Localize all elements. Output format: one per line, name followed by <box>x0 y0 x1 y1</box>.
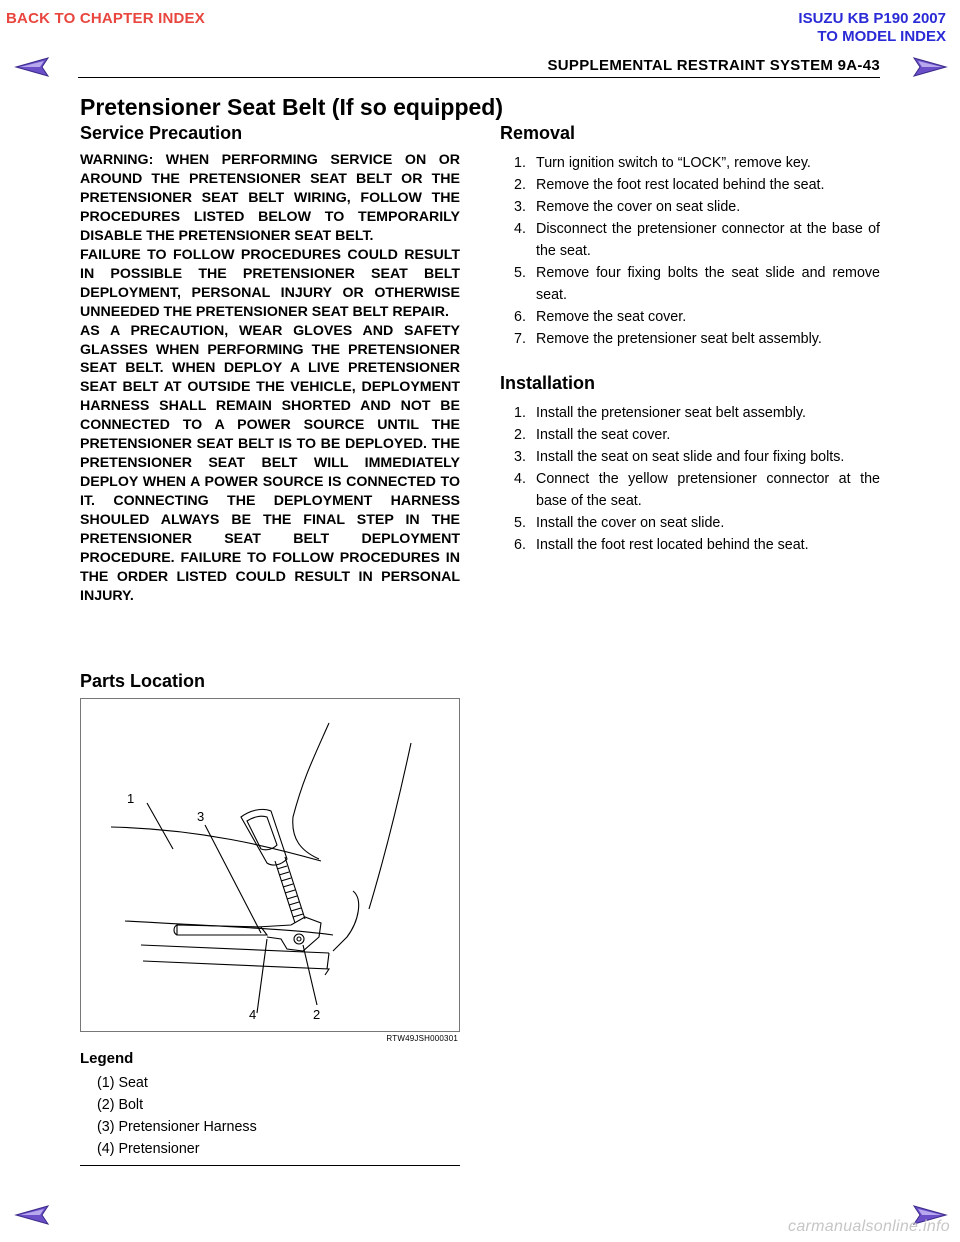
removal-steps <box>500 152 880 350</box>
warning-paragraph: WARNING: WHEN PERFORMING SERVICE ON OR AROUND THE PRETENSIONER SEAT BELT OR THE PRETENSIONER SEAT BELT WIRING, FOLLOW THE PROCEDURES LISTED BELOW TO TEMPORARILY DISABLE THE PRETENSIONER SEAT BELT. <box>80 152 460 244</box>
legend-list <box>97 1072 257 1160</box>
warning-block <box>80 151 460 606</box>
warning-paragraph: FAILURE TO FOLLOW PROCEDURES COULD RESULT IN POSSIBLE THE PRETENSIONER SEAT BELT DEPLOYMENT, PERSONAL INJURY OR OTHERWISE UNNEEDED THE PRETENSIONER SEAT BELT REPAIR. <box>80 246 460 320</box>
legend-item: (4) Pretensioner <box>97 1141 200 1157</box>
figure-code: RTW49JSH000301 <box>386 1034 458 1043</box>
installation-heading: Installation <box>500 373 596 393</box>
removal-step: 7. Remove the pretensioner seat belt assembly. <box>514 331 822 347</box>
next-page-arrow-icon[interactable] <box>912 56 948 78</box>
legend-item: (2) Bolt <box>97 1097 144 1113</box>
header-divider <box>78 77 880 78</box>
back-to-chapter-index-link[interactable]: BACK TO CHAPTER INDEX <box>6 10 205 27</box>
seat-back-line <box>293 723 329 859</box>
warning-paragraph: AS A PRECAUTION, WEAR GLOVES AND SAFETY GLASSES WHEN PERFORMING THE PRETENSIONER SEAT BELT. WHEN DEPLOY A LIVE PRETENSIONER SEAT BELT AT OUTSIDE THE VEHICLE, DEPLOYMENT HARNESS SHALL REMAIN SHORTED AND NOT BE CONNECTED TO A POWER SOURCE UNTIL THE PRETENSIONER SEAT BELT IS TO BE DEPLOYED. THE PRETENSIONER SEAT BELT WILL IMMEDIATELY DEPLOY WHEN A POWER SOURCE IS CONNECTED TO IT. CONNECTING THE DEPLOYMENT HARNESS SHOULED ALWAYS BE THE FINAL STEP IN THE PRETENSIONER SEAT BELT DEPLOYMENT PROCEDURE. FAILURE TO FOLLOW PROCEDURES IN THE ORDER LISTED COULD RESULT IN PERSONAL INJURY. <box>80 322 460 604</box>
removal-step: 5. Remove four fixing bolts the seat slide and remove seat. <box>514 265 880 303</box>
service-precaution-heading: Service Precaution <box>80 123 243 143</box>
left-column <box>80 122 460 1157</box>
installation-step: 5. Install the cover on seat slide. <box>514 515 725 531</box>
legend-title: Legend <box>80 1050 134 1067</box>
pretensioner-harness <box>275 857 305 923</box>
pretensioner-body <box>177 925 267 935</box>
right-column <box>500 122 880 556</box>
section-header: SUPPLEMENTAL RESTRAINT SYSTEM 9A-43 <box>547 57 880 74</box>
removal-step: 2. Remove the foot rest located behind the seat. <box>514 177 825 193</box>
removal-step: 6. Remove the seat cover. <box>514 309 687 325</box>
installation-step: 3. Install the seat on seat slide and four fixing bolts. <box>514 449 845 465</box>
footer-watermark: carmanualsonline.info <box>788 1218 950 1235</box>
seat-side-line <box>333 891 359 951</box>
removal-heading: Removal <box>500 123 576 143</box>
to-model-index-link[interactable]: TO MODEL INDEX <box>817 28 946 45</box>
buckle-body <box>241 809 287 865</box>
page-title: Pretensioner Seat Belt (If so equipped) <box>80 94 504 120</box>
prev-page-arrow-bottom-icon[interactable] <box>14 1204 50 1226</box>
legend-divider <box>80 1165 460 1166</box>
installation-step: 6. Install the foot rest located behind the seat. <box>514 537 809 553</box>
seat-cushion-top-line <box>111 827 321 861</box>
parts-location-heading: Parts Location <box>80 671 206 691</box>
installation-step: 1. Install the pretensioner seat belt assembly. <box>514 405 806 421</box>
callout-2: 2 <box>313 1007 321 1022</box>
removal-step: 3. Remove the cover on seat slide. <box>514 199 741 215</box>
installation-step: 4. Connect the yellow pretensioner connector at the base of the seat. <box>514 471 880 509</box>
model-nav <box>798 10 946 46</box>
callout-3: 3 <box>197 809 205 824</box>
callout-4: 4 <box>249 1007 257 1022</box>
legend-item: (3) Pretensioner Harness <box>97 1119 257 1135</box>
seat-belt-illustration <box>81 699 459 1031</box>
bolt-circle <box>294 934 304 944</box>
model-name-link[interactable]: ISUZU KB P190 2007 <box>798 10 946 27</box>
prev-page-arrow-icon[interactable] <box>14 56 50 78</box>
removal-step: 1. Turn ignition switch to “LOCK”, remove key. <box>514 155 811 171</box>
parts-location-figure <box>80 698 460 1032</box>
installation-steps <box>500 402 880 556</box>
removal-step: 4. Disconnect the pretensioner connector at the base of the seat. <box>514 221 880 259</box>
seat-back-rear-line <box>369 743 411 909</box>
legend-item: (1) Seat <box>97 1075 148 1091</box>
installation-step: 2. Install the seat cover. <box>514 427 671 443</box>
callout-1: 1 <box>127 791 135 806</box>
